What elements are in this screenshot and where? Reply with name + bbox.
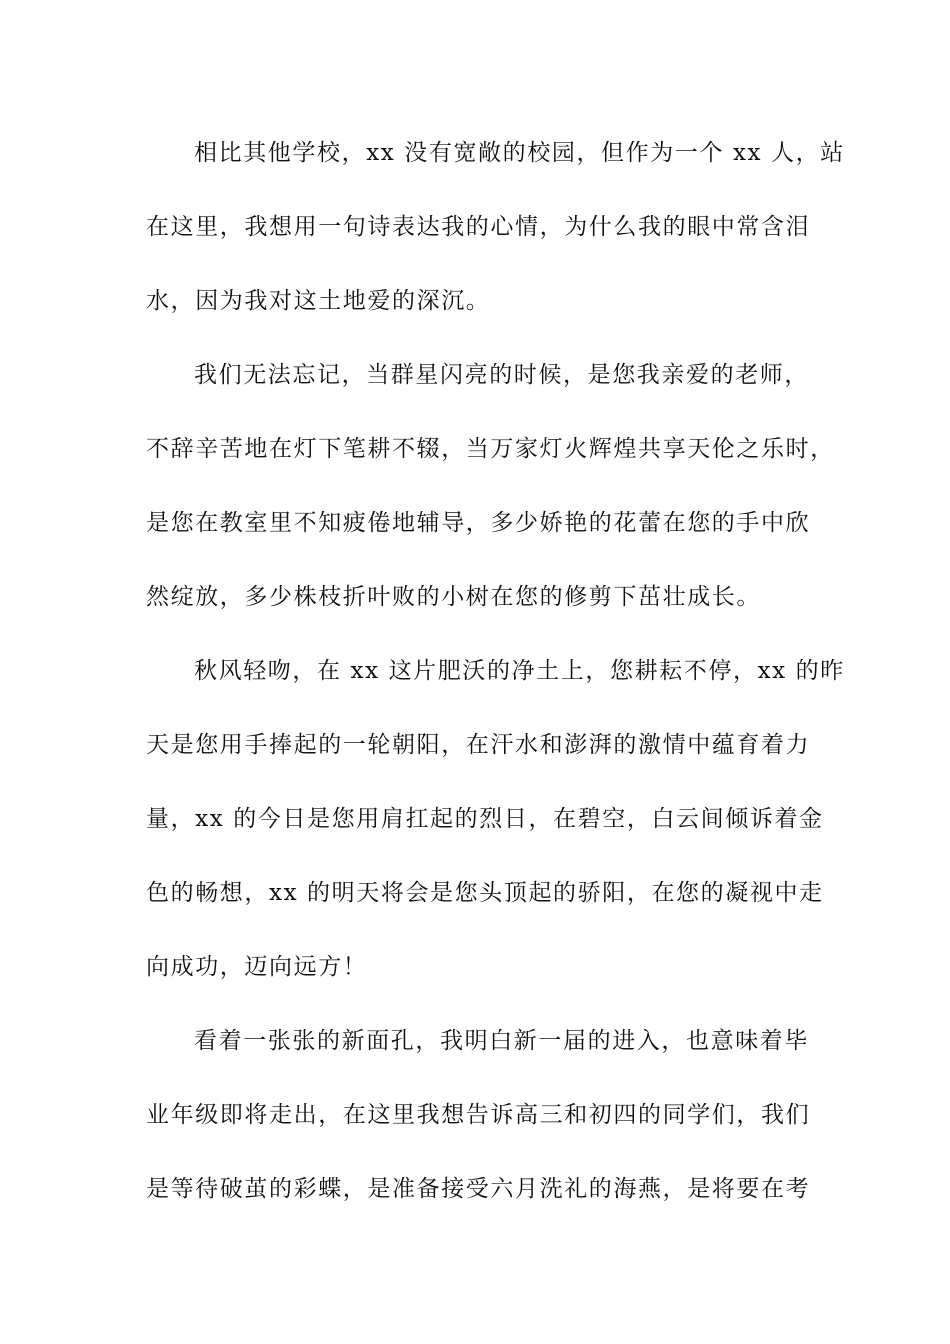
paragraph-1-line-1: 相比其他学校，xx 没有宽敞的校园，但作为一个 xx 人，站 (194, 140, 845, 166)
paragraph-3-line-1: 秋风轻吻，在 xx 这片肥沃的净土上，您耕耘不停，xx 的昨 (194, 658, 845, 684)
paragraph-2-line-2: 不辞辛苦地在灯下笔耕不辍，当万家灯火辉煌共享天伦之乐时， (146, 436, 835, 462)
paragraph-3-line-4: 色的畅想，xx 的明天将会是您头顶起的骄阳，在您的凝视中走 (146, 880, 824, 906)
paragraph-4-line-1: 看着一张张的新面孔，我明白新一届的进入，也意味着毕 (194, 1028, 809, 1054)
paragraph-2-line-4: 然绽放，多少株枝折叶败的小树在您的修剪下茁壮成长。 (146, 584, 761, 610)
paragraph-3-line-3: 量，xx 的今日是您用肩扛起的烈日，在碧空，白云间倾诉着金 (146, 806, 824, 832)
document-body (146, 116, 845, 1226)
paragraph-1-line-3: 水，因为我对这土地爱的深沉。 (146, 288, 491, 314)
paragraph-4-line-2: 业年级即将走出，在这里我想告诉高三和初四的同学们，我们 (146, 1102, 811, 1128)
paragraph-3-line-2: 天是您用手捧起的一轮朝阳，在汗水和澎湃的激情中蕴育着力 (146, 732, 811, 758)
paragraph-3-line-5: 向成功，迈向远方！ (146, 954, 368, 980)
paragraph-2-line-3: 是您在教室里不知疲倦地辅导，多少娇艳的花蕾在您的手中欣 (146, 510, 811, 536)
paragraph-4-line-3: 是等待破茧的彩蝶，是准备接受六月洗礼的海燕，是将要在考 (146, 1176, 811, 1202)
paragraph-2-line-1: 我们无法忘记，当群星闪亮的时候，是您我亲爱的老师， (194, 362, 809, 388)
paragraph-1-line-2: 在这里，我想用一句诗表达我的心情，为什么我的眼中常含泪 (146, 214, 811, 240)
